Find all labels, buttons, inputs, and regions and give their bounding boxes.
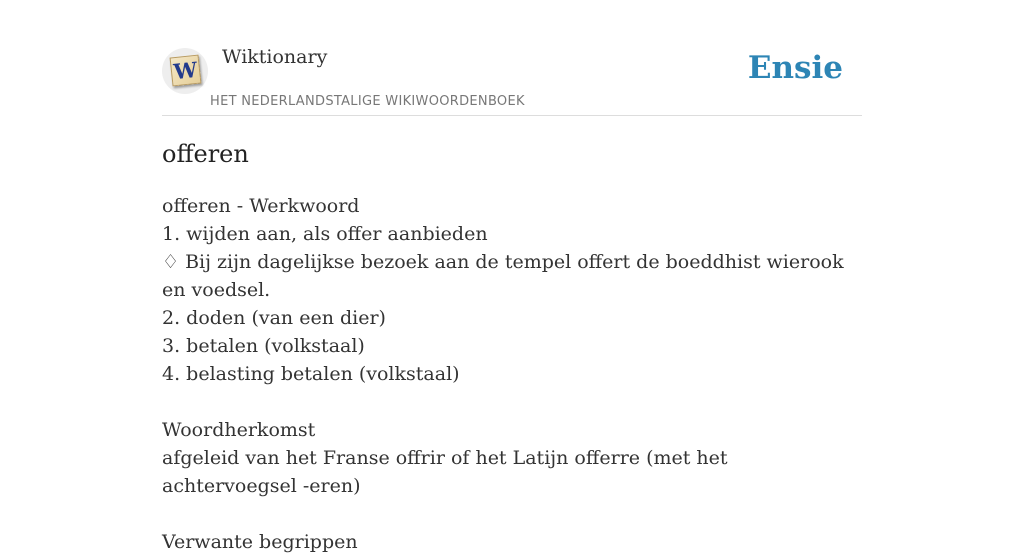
logo-letter: W — [172, 56, 199, 85]
site-logo-link[interactable] — [162, 48, 208, 94]
site-name-link[interactable]: Wiktionary — [222, 46, 328, 68]
entry-content — [162, 192, 862, 556]
sense-4: 4. belasting betalen (volkstaal) — [162, 363, 460, 385]
spacer — [162, 388, 862, 416]
site-header — [162, 0, 862, 116]
sense-1: 1. wijden aan, als offer aanbieden — [162, 223, 488, 245]
ensie-brand-link[interactable]: Ensie — [747, 50, 843, 86]
wiktionary-logo-icon — [170, 55, 202, 87]
sense-3: 3. betalen (volkstaal) — [162, 335, 365, 357]
etymology-heading: Woordherkomst — [162, 419, 316, 441]
spacer — [162, 500, 862, 528]
sense-1-example: ♢ Bij zijn dagelijkse bezoek aan de tempel offert de boeddhist wierook en voedsel. — [162, 251, 844, 301]
etymology-text: afgeleid van het Franse offrir of het Latijn offerre (met het achtervoegsel -eren) — [162, 447, 728, 497]
sense-2: 2. doden (van een dier) — [162, 307, 386, 329]
entry-heading: offeren - Werkwoord — [162, 195, 360, 217]
page — [162, 0, 862, 553]
related-terms-heading: Verwante begrippen — [162, 531, 358, 553]
page-title: offeren — [162, 140, 249, 168]
site-tagline: HET NEDERLANDSTALIGE WIKIWOORDENBOEK — [210, 94, 525, 109]
